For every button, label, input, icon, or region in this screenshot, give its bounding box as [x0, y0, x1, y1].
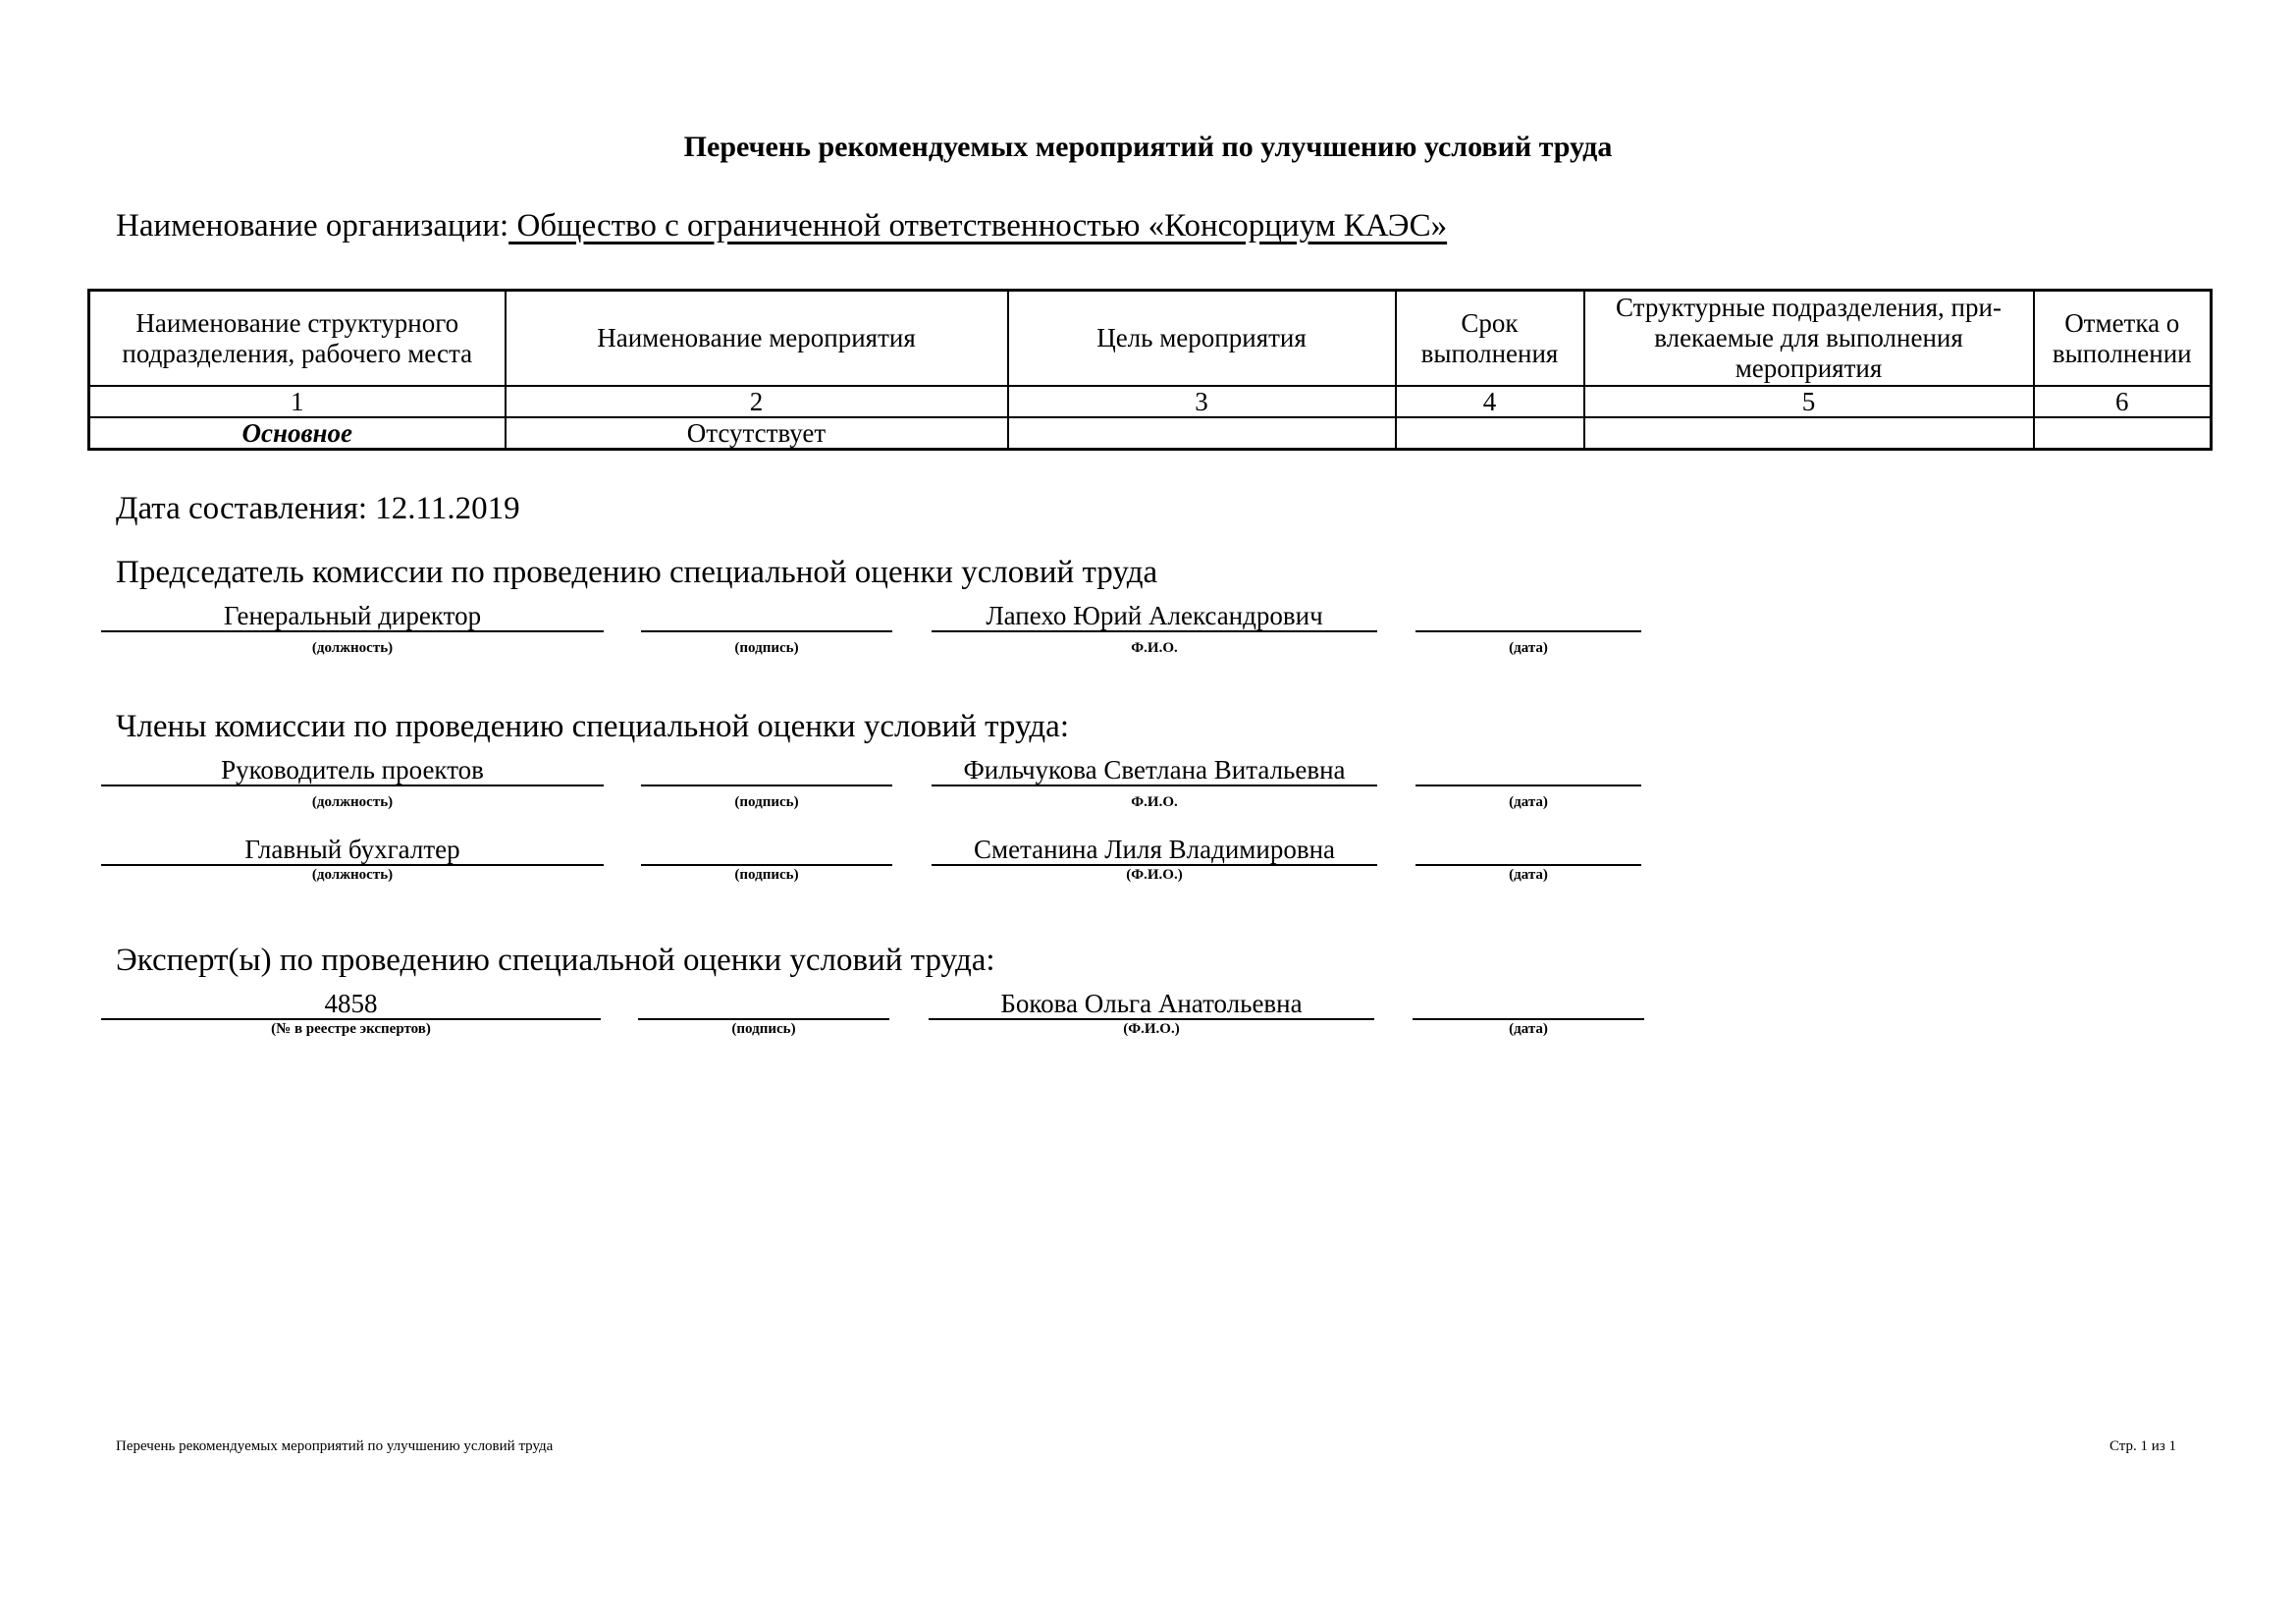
members-heading: Члены комиссии по проведению специальной оценки условий труда: — [116, 709, 1070, 744]
caption-position: (должность) — [311, 794, 394, 810]
chairman-heading: Председатель комиссии по проведению специальной оценки условий труда — [116, 555, 1158, 590]
caption-signature: (подпись) — [734, 867, 799, 883]
caption-name: Ф.И.О. — [1131, 640, 1178, 656]
header-cell: Срок выполнения — [1396, 291, 1584, 387]
chairman-position: Генеральный директор — [101, 601, 604, 632]
expert-signature-line — [638, 989, 889, 1020]
compilation-date: Дата составления: 12.11.2019 — [116, 491, 520, 526]
column-number: 3 — [1008, 386, 1396, 417]
caption-date: (дата) — [1509, 640, 1548, 656]
table-cell — [1396, 417, 1584, 450]
caption-name: Ф.И.О. — [1131, 794, 1178, 810]
caption-position: (должность) — [311, 867, 394, 883]
organization-label: Наименование организации: — [116, 208, 509, 244]
member-date-line — [1415, 755, 1641, 786]
table-cell — [2034, 417, 2212, 450]
caption-signature: (подпись) — [734, 640, 799, 656]
column-number: 4 — [1396, 386, 1584, 417]
expert-registry-number: 4858 — [101, 989, 601, 1020]
caption-date: (дата) — [1509, 867, 1548, 883]
column-number: 5 — [1584, 386, 2034, 417]
header-cell: Наименование структурного подразделения, рабочего места — [89, 291, 506, 387]
column-number: 6 — [2034, 386, 2212, 417]
table-header-row — [89, 291, 2212, 387]
member-name: Фильчукова Светлана Витальевна — [932, 755, 1377, 786]
caption-date: (дата) — [1509, 794, 1548, 810]
caption-name: (Ф.И.О.) — [1123, 1021, 1180, 1037]
organization-name: Общество с ограниченной ответственностью «Консорциум КАЭС» — [508, 208, 1448, 244]
table-cell — [1008, 417, 1396, 450]
chairman-signature-line — [641, 601, 892, 632]
chairman-date-line — [1415, 601, 1641, 632]
column-number-row — [89, 386, 2212, 417]
member-signature-line — [641, 755, 892, 786]
header-cell: Структурные подразделения, при-влекаемые для выполнения мероприятия — [1584, 291, 2034, 387]
caption-date: (дата) — [1509, 1021, 1548, 1037]
member-name: Сметанина Лиля Владимировна — [932, 835, 1377, 866]
column-number: 2 — [506, 386, 1008, 417]
header-cell: Цель мероприятия — [1008, 291, 1396, 387]
expert-date-line — [1413, 989, 1644, 1020]
caption-position: (должность) — [311, 640, 394, 656]
table-cell: Основное — [89, 417, 506, 450]
caption-signature: (подпись) — [731, 1021, 796, 1037]
member-signature-line — [641, 835, 892, 866]
table-row — [89, 417, 2212, 450]
chairman-name: Лапехо Юрий Александрович — [932, 601, 1377, 632]
table-cell: Отсутствует — [506, 417, 1008, 450]
header-cell: Отметка о выполнении — [2034, 291, 2212, 387]
member-position: Руководитель проектов — [101, 755, 604, 786]
table-cell — [1584, 417, 2034, 450]
organization-line — [116, 208, 1447, 244]
experts-heading: Эксперт(ы) по проведению специальной оценки условий труда: — [116, 943, 995, 978]
member-date-line — [1415, 835, 1641, 866]
caption-registry: (№ в реестре экспертов) — [271, 1021, 431, 1037]
document-title: Перечень рекомендуемых мероприятий по улучшению условий труда — [683, 131, 1613, 163]
member-position: Главный бухгалтер — [101, 835, 604, 866]
footer-page-number: Стр. 1 из 1 — [2109, 1438, 2176, 1454]
caption-signature: (подпись) — [734, 794, 799, 810]
column-number: 1 — [89, 386, 506, 417]
caption-name: (Ф.И.О.) — [1126, 867, 1183, 883]
measures-table — [87, 289, 2213, 451]
header-cell: Наименование мероприятия — [506, 291, 1008, 387]
footer-document-title: Перечень рекомендуемых мероприятий по улучшению условий труда — [116, 1438, 554, 1454]
expert-name: Бокова Ольга Анатольевна — [929, 989, 1374, 1020]
